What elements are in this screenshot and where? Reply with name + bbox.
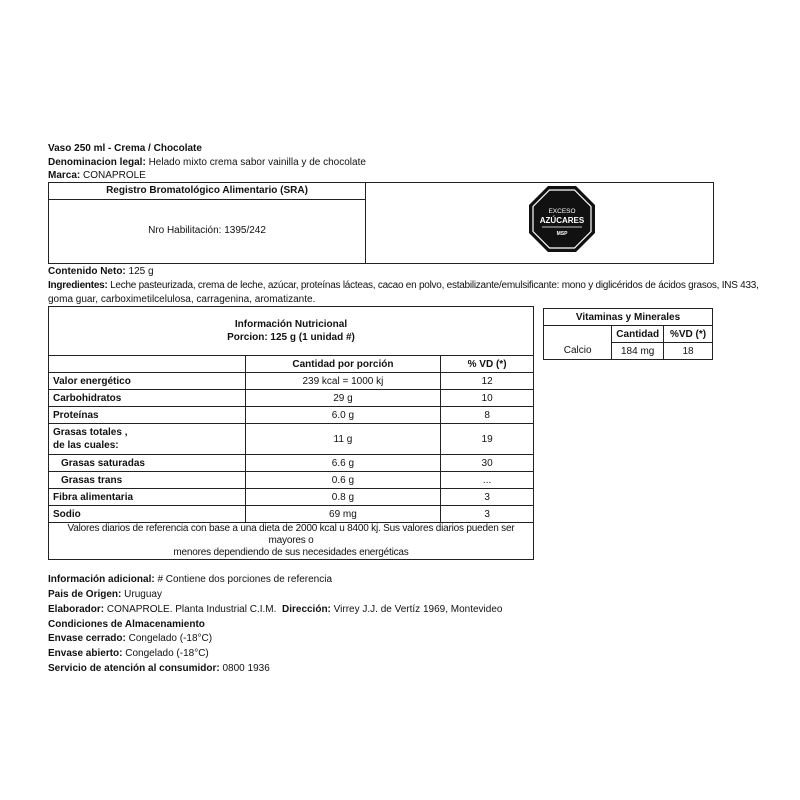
badge-line1: EXCESO — [548, 208, 576, 215]
table-row: Valor energético 239 kcal = 1000 kj 12 — [49, 373, 534, 390]
table-row: Calcio 184 mg 18 — [544, 343, 713, 360]
nutrition-header-row — [49, 356, 534, 373]
footnote-line2: menores dependiendo de sus necesidades energéticas — [173, 547, 409, 558]
product-title: Vaso 250 ml - Crema / Chocolate — [48, 143, 202, 154]
badge-line2: AZÚCARES — [539, 216, 585, 225]
open-storage: Envase abierto: Congelado (-18°C) — [48, 648, 209, 659]
nutrition-table — [48, 306, 534, 560]
footnote-line1: Valores diarios de referencia con base a una dieta de 2000 kcal u 8400 kj. Sus valores diarios pueden ser mayores o — [67, 523, 515, 546]
vitamins-title: Vitaminas y Minerales — [544, 309, 713, 326]
col-amount-header: Cantidad por porción — [245, 356, 441, 373]
table-row: Fibra alimentaria 0.8 g 3 — [49, 489, 534, 506]
brand: Marca: CONAPROLE — [48, 170, 146, 181]
nutrition-title-row — [49, 307, 534, 356]
vitamins-header-row — [544, 326, 713, 343]
vitamins-table — [543, 308, 713, 360]
badge-line3: MSP — [556, 231, 568, 237]
table-row: Carbohidratos 29 g 10 — [49, 390, 534, 407]
table-row: Sodio 69 mg 3 — [49, 506, 534, 523]
table-row: Grasas trans 0.6 g ... — [49, 472, 534, 489]
vitamins-title-row — [544, 309, 713, 326]
vit-col-vd: %VD (*) — [664, 326, 713, 343]
table-row: Proteínas 6.0 g 8 — [49, 407, 534, 424]
table-row: Grasas saturadas 6.6 g 30 — [49, 455, 534, 472]
registry-number: Nro Habilitación: 1395/242 — [148, 225, 266, 236]
vit-col-amount: Cantidad — [612, 326, 664, 343]
registry-title: Registro Bromatológico Alimentario (SRA) — [49, 183, 365, 200]
ingredients-line2: goma guar, carboximetilcelulosa, carragenina, aromatizante. — [48, 294, 316, 305]
origin: Pais de Origen: Uruguay — [48, 589, 162, 600]
storage-title: Condiciones de Almacenamiento — [48, 619, 205, 630]
col-vd-header: % VD (*) — [441, 356, 534, 373]
legal-name: Denominacion legal: Helado mixto crema sabor vainilla y de chocolate — [48, 157, 366, 168]
table-row: Grasas totales , de las cuales: 11 g 19 — [49, 424, 534, 455]
net-content: Contenido Neto: 125 g — [48, 266, 154, 277]
registry-box — [48, 182, 714, 264]
maker: Elaborador: CONAPROLE. Planta Industrial C.I.M. Dirección: Virrey J.J. de Vertíz 1969, Montevideo — [48, 604, 503, 615]
registry-left — [49, 183, 366, 263]
additional-info: Información adicional: # Contiene dos porciones de referencia — [48, 574, 333, 585]
nutrition-title: Información Nutricional — [234, 319, 348, 330]
nutrition-footnote-row — [49, 523, 534, 560]
consumer-service: Servicio de atención al consumidor: 0800 1936 — [48, 663, 270, 674]
closed-storage: Envase cerrado: Congelado (-18°C) — [48, 633, 213, 644]
nutrition-portion: Porcion: 125 g (1 unidad #) — [227, 332, 355, 343]
ingredients-line1: Ingredientes: Leche pasteurizada, crema de leche, azúcar, proteínas lácteas, cacao en polvo, estabilizante/emulsificante: mono y diglicéridos de ácidos grasos, INS 433, — [48, 280, 759, 291]
exceso-azucares-icon — [528, 185, 596, 253]
